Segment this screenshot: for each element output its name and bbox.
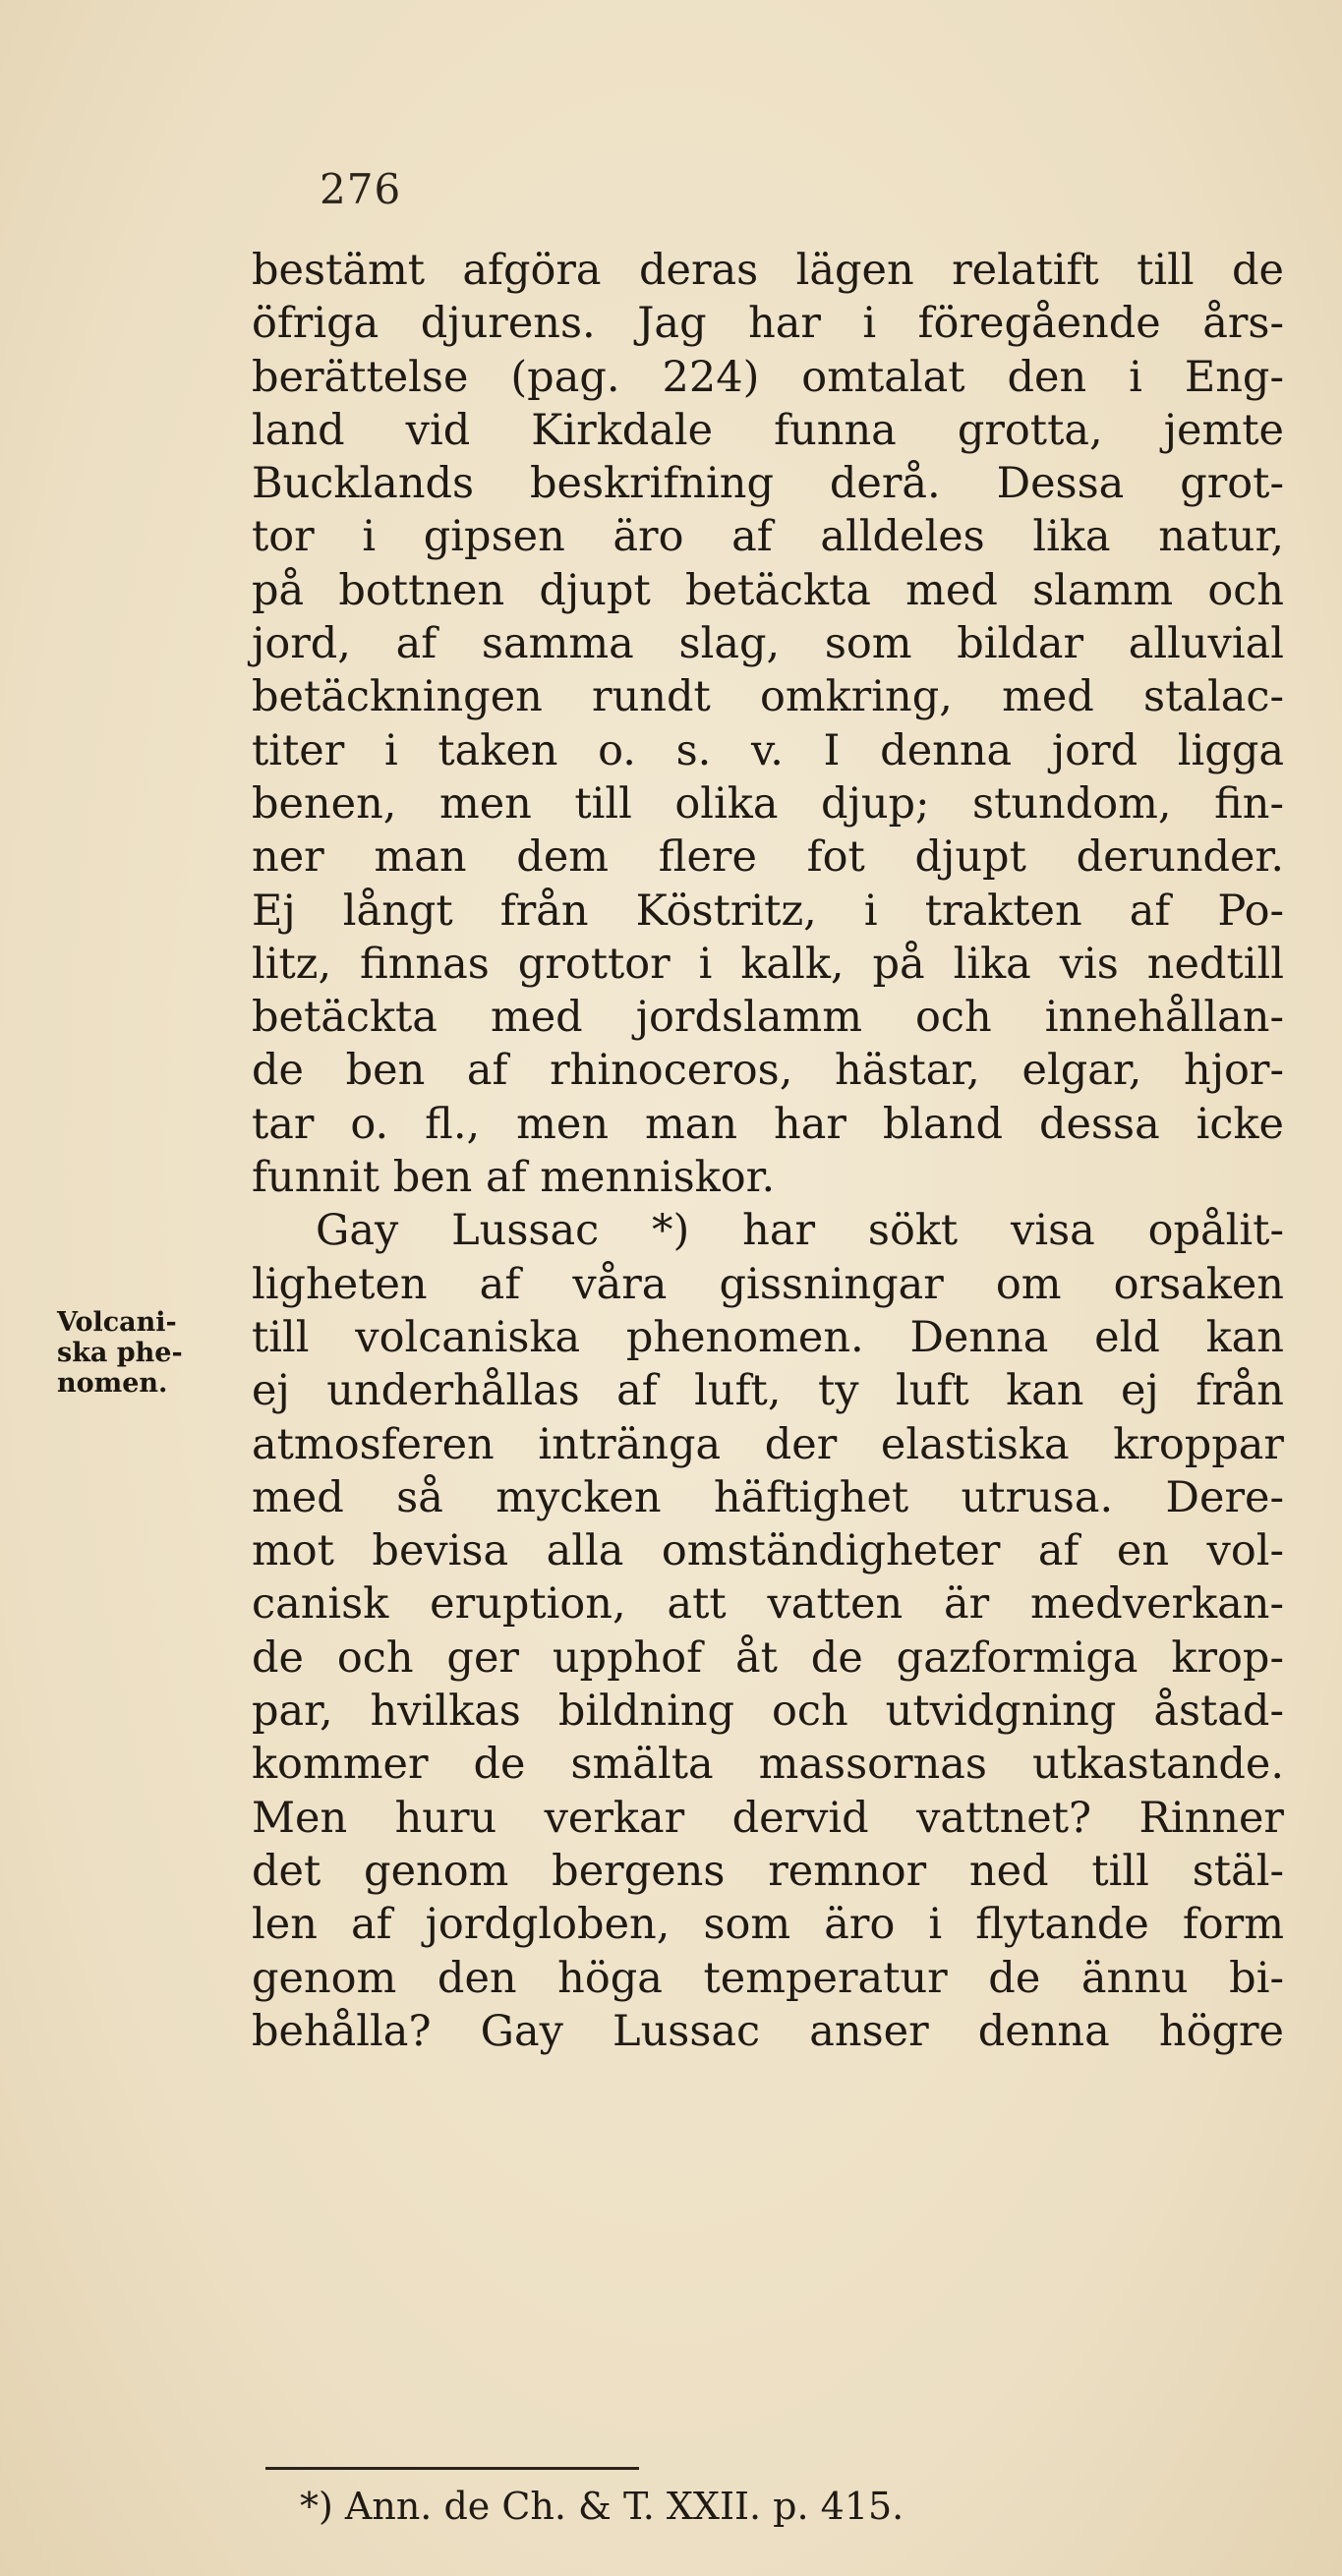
margin-note (57, 1307, 254, 1399)
text-line: de och ger upphof åt de gazformiga krop- (252, 1632, 1284, 1683)
text-line: tar o. fl., men man har bland dessa icke (252, 1099, 1284, 1149)
text-line: ner man dem flere fot djupt derunder. (252, 832, 1284, 883)
text-line: canisk eruption, att vatten är medverkan- (252, 1579, 1284, 1630)
footnote-divider (265, 2467, 639, 2470)
text-line: land vid Kirkdale funna grotta, jemte (252, 405, 1284, 455)
footnote: *) Ann. de Ch. & T. XXII. p. 415. (300, 2485, 904, 2528)
section-first-line: Gay Lussac *) har sökt visa opålit- (316, 1206, 1284, 1256)
body-text (252, 244, 1284, 2058)
text-line: Bucklands beskrifning derå. Dessa grot- (252, 459, 1284, 509)
text-line: litz, finnas grottor i kalk, på lika vis nedtill (252, 939, 1284, 989)
text-line: kommer de smälta massornas utkastande. (252, 1740, 1284, 1790)
text-line: par, hvilkas bildning och utvidgning åstad- (252, 1687, 1284, 1737)
text-line: Ej långt från Köstritz, i trakten af Po- (252, 886, 1284, 936)
text-line: atmosferen intränga der elastiska kroppar (252, 1419, 1284, 1469)
text-line: betäckningen rundt omkring, med stalac- (252, 672, 1284, 722)
text-line: funnit ben af menniskor. (252, 1153, 776, 1203)
text-line: de ben af rhinoceros, hästar, elgar, hjor- (252, 1046, 1284, 1096)
text-line: bestämt afgöra deras lägen relatift till de (252, 246, 1284, 295)
text-line: mot bevisa alla omständigheter af en vol- (252, 1526, 1284, 1576)
text-line: ej underhållas af luft, ty luft kan ej från (252, 1366, 1284, 1416)
text-line: jord, af samma slag, som bildar alluvial (252, 619, 1284, 669)
text-line: på bottnen djupt betäckta med slamm och (252, 565, 1284, 615)
text-line: titer i taken o. s. v. I denna jord ligga (252, 725, 1284, 775)
margin-note-line: ska phe- (57, 1338, 183, 1368)
text-line: berättelse (pag. 224) omtalat den i Eng- (252, 352, 1284, 402)
margin-note-line: nomen. (57, 1368, 168, 1399)
text-line: tor i gipsen äro af alldeles lika natur, (252, 512, 1284, 562)
text-line: med så mycken häftighet utrusa. Dere- (252, 1472, 1284, 1522)
text-line: till volcaniska phenomen. Denna eld kan (252, 1312, 1284, 1362)
text-line: öfriga djurens. Jag har i föregående års- (252, 299, 1284, 349)
text-line: ligheten af våra gissningar om orsaken (252, 1259, 1284, 1309)
text-line: benen, men till olika djup; stundom, fin- (252, 778, 1284, 829)
text-line: betäckta med jordslamm och innehållan- (252, 993, 1284, 1043)
page-number: 276 (320, 165, 402, 213)
text-line: Men huru verkar dervid vattnet? Rinner (252, 1793, 1284, 1843)
text-line: behålla? Gay Lussac anser denna högre (252, 2006, 1284, 2056)
text-line: det genom bergens remnor ned till stäl- (252, 1846, 1284, 1896)
margin-note-line: Volcani- (57, 1307, 177, 1338)
text-line: len af jordgloben, som äro i flytande form (252, 1900, 1284, 1950)
text-line: genom den höga temperatur de ännu bi- (252, 1953, 1284, 2003)
